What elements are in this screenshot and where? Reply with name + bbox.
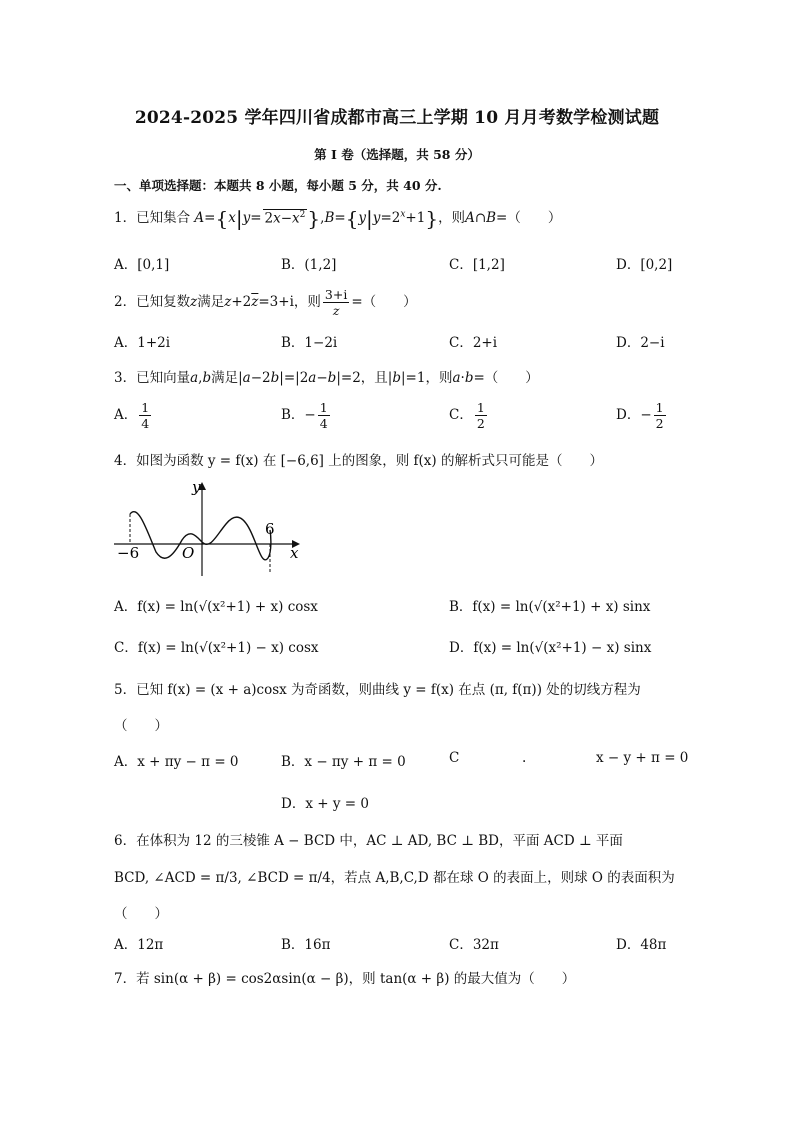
q5-option-d: D．x + y = 0	[281, 796, 369, 812]
function-curve	[130, 512, 271, 560]
question-6-paren: （ ）	[114, 906, 168, 922]
q6-option-c: C．32π	[449, 937, 499, 953]
q1-option-c: C．[1,2]	[449, 257, 505, 273]
q2-option-b: B．1−2i	[281, 335, 338, 351]
right-tick-label: 6	[265, 520, 275, 538]
question-3-cond: ，且	[360, 370, 388, 386]
x-axis-label: x	[290, 544, 299, 562]
q2-option-c: C．2+i	[449, 335, 498, 351]
q6-option-d: D．48π	[616, 937, 667, 953]
question-1-tail: ，则	[438, 210, 466, 226]
question-5-paren: （ ）	[114, 718, 168, 734]
q2-option-a: A．1+2i	[114, 335, 171, 351]
question-3-mid: 满足	[211, 370, 239, 386]
q4-option-b: B．f(x) = ln(√(x²+1) + x) sinx	[449, 599, 651, 615]
question-6-line-1: 6．在体积为 12 的三棱锥 A − BCD 中，AC ⊥ AD, BC ⊥ BD，平面 ACD ⊥ 平面	[114, 833, 623, 849]
q6-option-a: A．12π	[114, 937, 164, 953]
question-4: 4．如图为函数 y = f(x) 在 [−6,6] 上的图象，则 f(x) 的解析式只可能是（ ）	[114, 453, 603, 469]
question-2-tail: ，则	[293, 294, 321, 310]
function-graph	[112, 478, 312, 578]
q4-option-d: D．f(x) = ln(√(x²+1) − x) sinx	[449, 640, 652, 656]
section-heading: 一、单项选择题：本题共 8 小题，每小题 5 分，共 40 分.	[114, 178, 442, 193]
q3-option-a: A． $\frac{1}{4}$	[114, 400, 150, 431]
q1-option-d: D．[0,2]	[616, 257, 673, 273]
q6-option-b: B．16π	[281, 937, 331, 953]
question-3-tail: ，则	[425, 370, 453, 386]
exam-title: 2024-2025 学年四川省成都市高三上学期 10 月月考数学检测试题	[134, 108, 660, 128]
exam-subtitle: 第 I 卷（选择题，共 58 分）	[314, 147, 480, 162]
q5-option-c: x − y + π = 0	[596, 750, 689, 766]
q1-option-b: B．(1,2]	[281, 257, 337, 273]
q2-option-d: D．2−i	[616, 335, 665, 351]
q5-option-c-dot: .	[522, 750, 527, 766]
q3-option-c: C． $\frac{1}{2}$	[449, 400, 485, 431]
question-1: 1．已知集合 $A=\{x|y= 2x-x^2$ }$,B=\{y|y=2^x+1\}$，则A∩B=（ ）	[114, 206, 562, 231]
q5-option-a: A．x + πy − π = 0	[114, 754, 239, 770]
question-7: 7．若 sin(α + β) = cos2αsin(α − β)，则 tan(α + β) 的最大值为（ ）	[114, 971, 576, 987]
origin-label: O	[182, 544, 195, 562]
left-tick-label: −6	[117, 544, 140, 562]
question-2-mid: 满足	[197, 294, 225, 310]
q4-option-c: C．f(x) = ln(√(x²+1) − x) cosx	[114, 640, 319, 656]
question-5: 5．已知 f(x) = (x + a)cosx 为奇函数，则曲线 y = f(x) 在点 (π, f(π)) 处的切线方程为	[114, 682, 641, 698]
question-3: 3．已知向量a,b满足|a−2b|=|2a−b|=2，且|b|=1，则a·b=（ ）	[114, 370, 539, 386]
q3-option-b: B．− $\frac{1}{4}$	[281, 400, 328, 431]
question-6-line-2: BCD, ∠ACD = π/3, ∠BCD = π/4，若点 A,B,C,D 都在球 O 的表面上，则球 O 的表面积为	[114, 870, 675, 886]
question-1-label: 1．已知集合	[114, 210, 191, 226]
q3-option-d: D．− $\frac{1}{2}$	[616, 400, 664, 431]
y-axis-label: y	[192, 478, 201, 496]
q4-option-a: A．f(x) = ln(√(x²+1) + x) cosx	[114, 599, 318, 615]
q5-option-b: B．x − πy + π = 0	[281, 754, 406, 770]
q1-option-a: A．[0,1]	[114, 257, 170, 273]
question-2-label: 2．已知复数	[114, 294, 191, 310]
question-2: 2．已知复数z满足$z+2\overline{z}=3+i$，则 $\frac{3+i}{z}$ =（ ）	[114, 287, 417, 318]
q5-option-c-label: C	[449, 750, 460, 766]
question-3-label: 3．已知向量	[114, 370, 191, 386]
